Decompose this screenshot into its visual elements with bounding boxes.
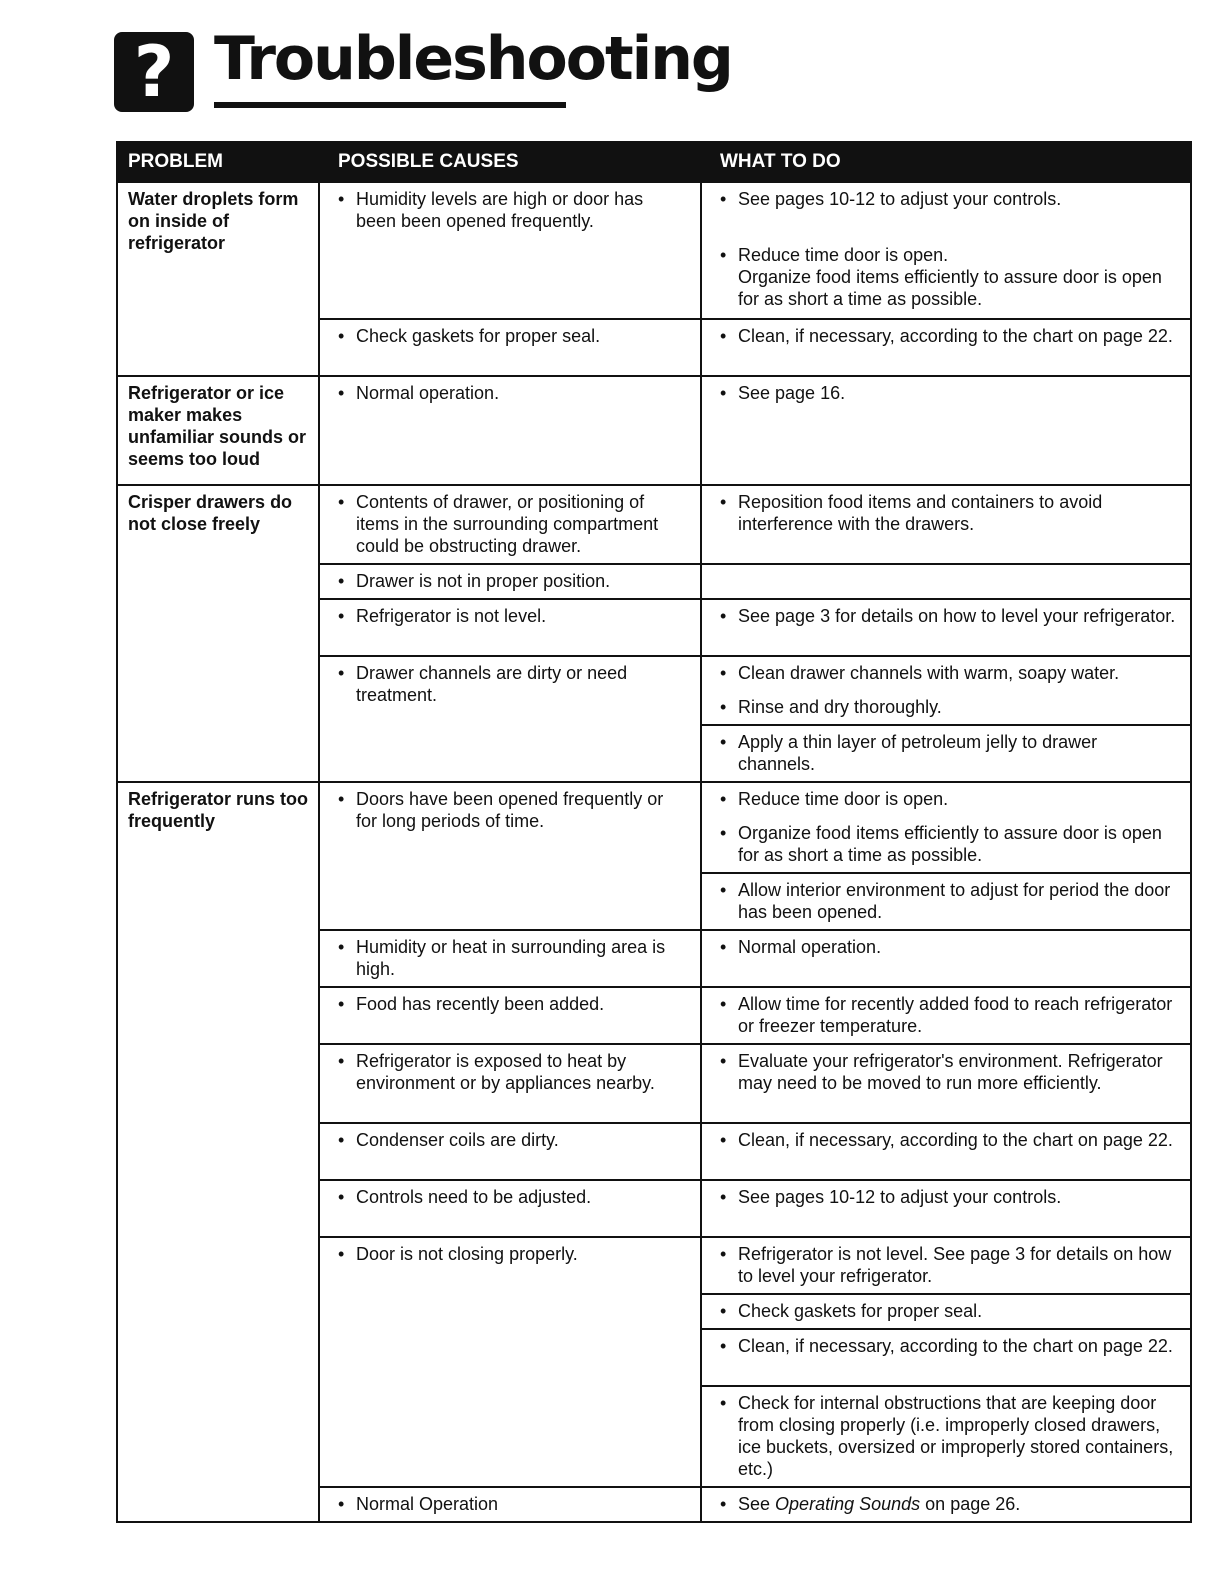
page-header [114, 24, 732, 114]
action-cell: • Apply a thin layer of petroleum jelly to drawer channels. [701, 725, 1191, 782]
table-row [117, 782, 1191, 873]
cause-cell: • Refrigerator is exposed to heat by environment or by appliances nearby. [319, 1044, 701, 1123]
action-cell: • Reduce time door is open. • Organize food items efficiently to assure door is open for as short a time as possible. [701, 782, 1191, 873]
action-cell: • Allow interior environment to adjust for period the door has been opened. [701, 873, 1191, 930]
header-what-to-do: WHAT TO DO [701, 142, 1191, 182]
action-cell: • Clean, if necessary, according to the chart on page 22. [701, 319, 1191, 376]
action-cell: • Reposition food items and containers to avoid interference with the drawers. [701, 485, 1191, 564]
action-cell: • Refrigerator is not level. See page 3 for details on how to level your refrigerator. [701, 1237, 1191, 1294]
page-title: Troubleshooting [214, 24, 732, 94]
cause-cell: • Doors have been opened frequently or for long periods of time. [319, 782, 701, 930]
action-cell: • Evaluate your refrigerator's environment. Refrigerator may need to be moved to run more efficiently. [701, 1044, 1191, 1123]
cause-cell: • Drawer channels are dirty or need treatment. [319, 656, 701, 782]
action-cell: • Clean, if necessary, according to the chart on page 22. [701, 1329, 1191, 1386]
cause-cell: • Humidity levels are high or door has been been opened frequently. [319, 182, 701, 319]
table-row [117, 182, 1191, 319]
cause-cell: • Door is not closing properly. [319, 1237, 701, 1487]
problem-cell: Water droplets form on inside of refrigerator [117, 182, 319, 376]
header-problem: PROBLEM [117, 142, 319, 182]
cause-cell: • Refrigerator is not level. [319, 599, 701, 656]
question-mark-icon: ? [114, 32, 194, 112]
cause-cell: • Food has recently been added. [319, 987, 701, 1044]
action-cell: • Clean, if necessary, according to the chart on page 22. [701, 1123, 1191, 1180]
cause-cell: • Contents of drawer, or positioning of items in the surrounding compartment could be obstructing drawer. [319, 485, 701, 564]
header-possible-causes: POSSIBLE CAUSES [319, 142, 701, 182]
table-row [117, 376, 1191, 485]
action-cell: • See page 3 for details on how to level your refrigerator. [701, 599, 1191, 656]
cause-cell: • Check gaskets for proper seal. [319, 319, 701, 376]
cause-cell: • Condenser coils are dirty. [319, 1123, 701, 1180]
problem-cell: Refrigerator or ice maker makes unfamiliar sounds or seems too loud [117, 376, 319, 485]
cause-cell: • Humidity or heat in surrounding area is high. [319, 930, 701, 987]
table-row [117, 485, 1191, 564]
cause-cell: • Normal operation. [319, 376, 701, 485]
action-cell: • Clean drawer channels with warm, soapy water. • Rinse and dry thoroughly. [701, 656, 1191, 725]
table-header-row [117, 142, 1191, 182]
action-cell: • See pages 10-12 to adjust your controls. [701, 1180, 1191, 1237]
action-cell: • See Operating Sounds on page 26. [701, 1487, 1191, 1522]
cause-cell: • Drawer is not in proper position. [319, 564, 701, 599]
cause-cell: • Controls need to be adjusted. [319, 1180, 701, 1237]
action-cell [701, 564, 1191, 599]
action-cell: • Normal operation. [701, 930, 1191, 987]
action-cell: • See page 16. [701, 376, 1191, 485]
title-underline [214, 102, 566, 108]
cause-cell: • Normal Operation [319, 1487, 701, 1522]
problem-cell: Refrigerator runs too frequently [117, 782, 319, 1522]
action-cell: • Allow time for recently added food to reach refrigerator or freezer temperature. [701, 987, 1191, 1044]
action-cell: • See pages 10-12 to adjust your controls. • Reduce time door is open. Organize food items efficiently to assure door is open for as short a time as possible. [701, 182, 1191, 319]
action-cell: • Check for internal obstructions that are keeping door from closing properly (i.e. improperly closed drawers, ice buckets, oversized or improperly stored containers, etc.) [701, 1386, 1191, 1487]
action-cell: • Check gaskets for proper seal. [701, 1294, 1191, 1329]
problem-cell: Crisper drawers do not close freely [117, 485, 319, 782]
troubleshooting-table [116, 141, 1192, 1523]
